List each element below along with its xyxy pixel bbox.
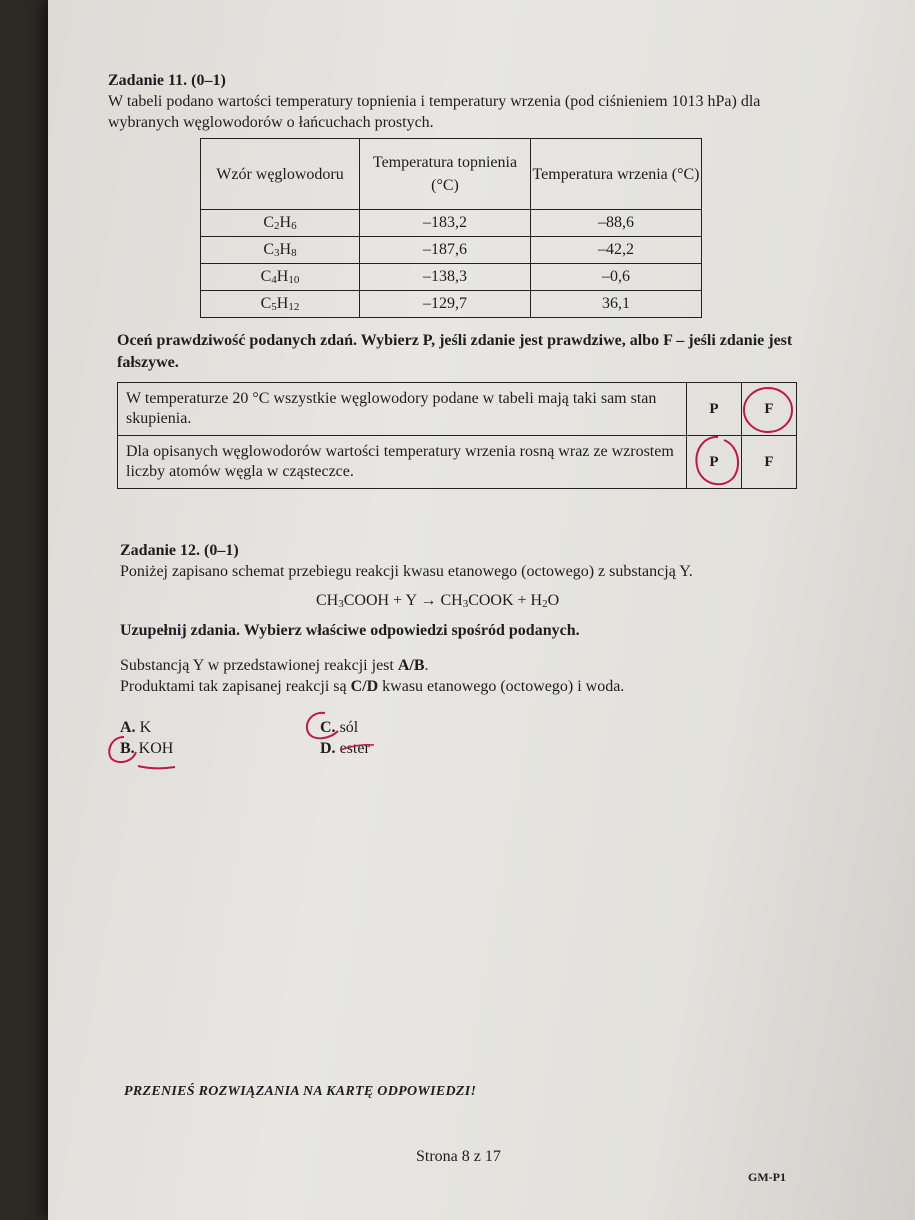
task12-sentences bbox=[120, 655, 800, 697]
col-melting-header: Temperatura topnienia (°C) bbox=[360, 139, 531, 210]
page-number: Strona 8 z 17 bbox=[416, 1148, 501, 1165]
option-f[interactable]: F bbox=[742, 436, 797, 489]
hydrocarbon-table bbox=[200, 138, 702, 318]
option-b[interactable]: B. KOH bbox=[120, 740, 174, 757]
task11-header bbox=[108, 70, 798, 133]
sentence-2: Produktami tak zapisanej reakcji są C/D kwasu etanowego (octowego) i woda. bbox=[120, 678, 625, 695]
formula-cell: $C_5H_{12}$ bbox=[201, 291, 360, 318]
table-row bbox=[201, 291, 702, 318]
transfer-answers-note: PRZENIEŚ ROZWIĄZANIA NA KARTĘ ODPOWIEDZI! bbox=[124, 1084, 477, 1099]
melting-cell: –129,7 bbox=[360, 291, 531, 318]
task12-intro: Poniżej zapisano schemat przebiegu reakcji kwasu etanowego (octowego) z substancją Y. bbox=[120, 563, 693, 580]
melting-cell: –138,3 bbox=[360, 264, 531, 291]
formula-cell: $C_2H_6$ bbox=[201, 210, 360, 237]
choice-ab: A/B bbox=[397, 657, 425, 674]
boiling-cell: –88,6 bbox=[531, 210, 702, 237]
answer-options bbox=[120, 717, 370, 759]
table-row bbox=[201, 237, 702, 264]
col-formula-header: Wzór węglowodoru bbox=[201, 139, 360, 210]
boiling-cell: –0,6 bbox=[531, 264, 702, 291]
exam-code: GM-P1 bbox=[748, 1170, 786, 1184]
formula-cell: $C_3H_8$ bbox=[201, 237, 360, 264]
melting-cell: –183,2 bbox=[360, 210, 531, 237]
table-row bbox=[201, 210, 702, 237]
task12-title: Zadanie 12. (0–1) bbox=[120, 542, 239, 559]
option-a[interactable]: A. K bbox=[120, 719, 152, 736]
task11-instruction: Oceń prawdziwość podanych zdań. Wybierz P, jeśli zdanie jest prawdziwe, albo F – jeśli zdanie jest fałszywe. bbox=[117, 332, 793, 371]
col-boiling-header: Temperatura wrzenia (°C) bbox=[531, 139, 702, 210]
melting-cell: –187,6 bbox=[360, 237, 531, 264]
task11-title: Zadanie 11. (0–1) bbox=[108, 72, 226, 89]
boiling-cell: –42,2 bbox=[531, 237, 702, 264]
task12-header bbox=[120, 540, 800, 582]
option-p[interactable]: P bbox=[687, 436, 742, 489]
task11-intro: W tabeli podano wartości temperatury topnienia i temperatury wrzenia (pod ciśnieniem 1013 hPa) dla wybranych węglowodorów o łańcuchach prostych. bbox=[108, 93, 761, 131]
table-row bbox=[201, 264, 702, 291]
task12-instruction: Uzupełnij zdania. Wybierz właściwe odpowiedzi spośród podanych. bbox=[120, 622, 580, 639]
option-d[interactable]: D. ester bbox=[320, 740, 370, 757]
statement-row bbox=[118, 436, 797, 489]
statement-row bbox=[118, 383, 797, 436]
formula-cell: $C_4H_{10}$ bbox=[201, 264, 360, 291]
choice-cd: C/D bbox=[350, 678, 379, 695]
option-p[interactable]: P bbox=[687, 383, 742, 436]
sentence-1: Substancją Y w przedstawionej reakcji jest A/B. bbox=[120, 657, 429, 674]
statement-text: W temperaturze 20 °C wszystkie węglowodory podane w tabeli mają taki sam stan skupienia. bbox=[118, 383, 687, 436]
table-header-row bbox=[201, 139, 702, 210]
option-column-2 bbox=[320, 717, 370, 759]
reaction-equation: $CH_3COOH + Y$ → $CH_3COOK + H_2O$ bbox=[316, 592, 560, 610]
option-c[interactable]: C. sól bbox=[320, 719, 359, 736]
option-f[interactable]: F bbox=[742, 383, 797, 436]
statement-text: Dla opisanych węglowodorów wartości temperatury wrzenia rosną wraz ze wzrostem liczby atomów węgla w cząsteczce. bbox=[118, 436, 687, 489]
boiling-cell: 36,1 bbox=[531, 291, 702, 318]
true-false-table bbox=[117, 382, 797, 489]
